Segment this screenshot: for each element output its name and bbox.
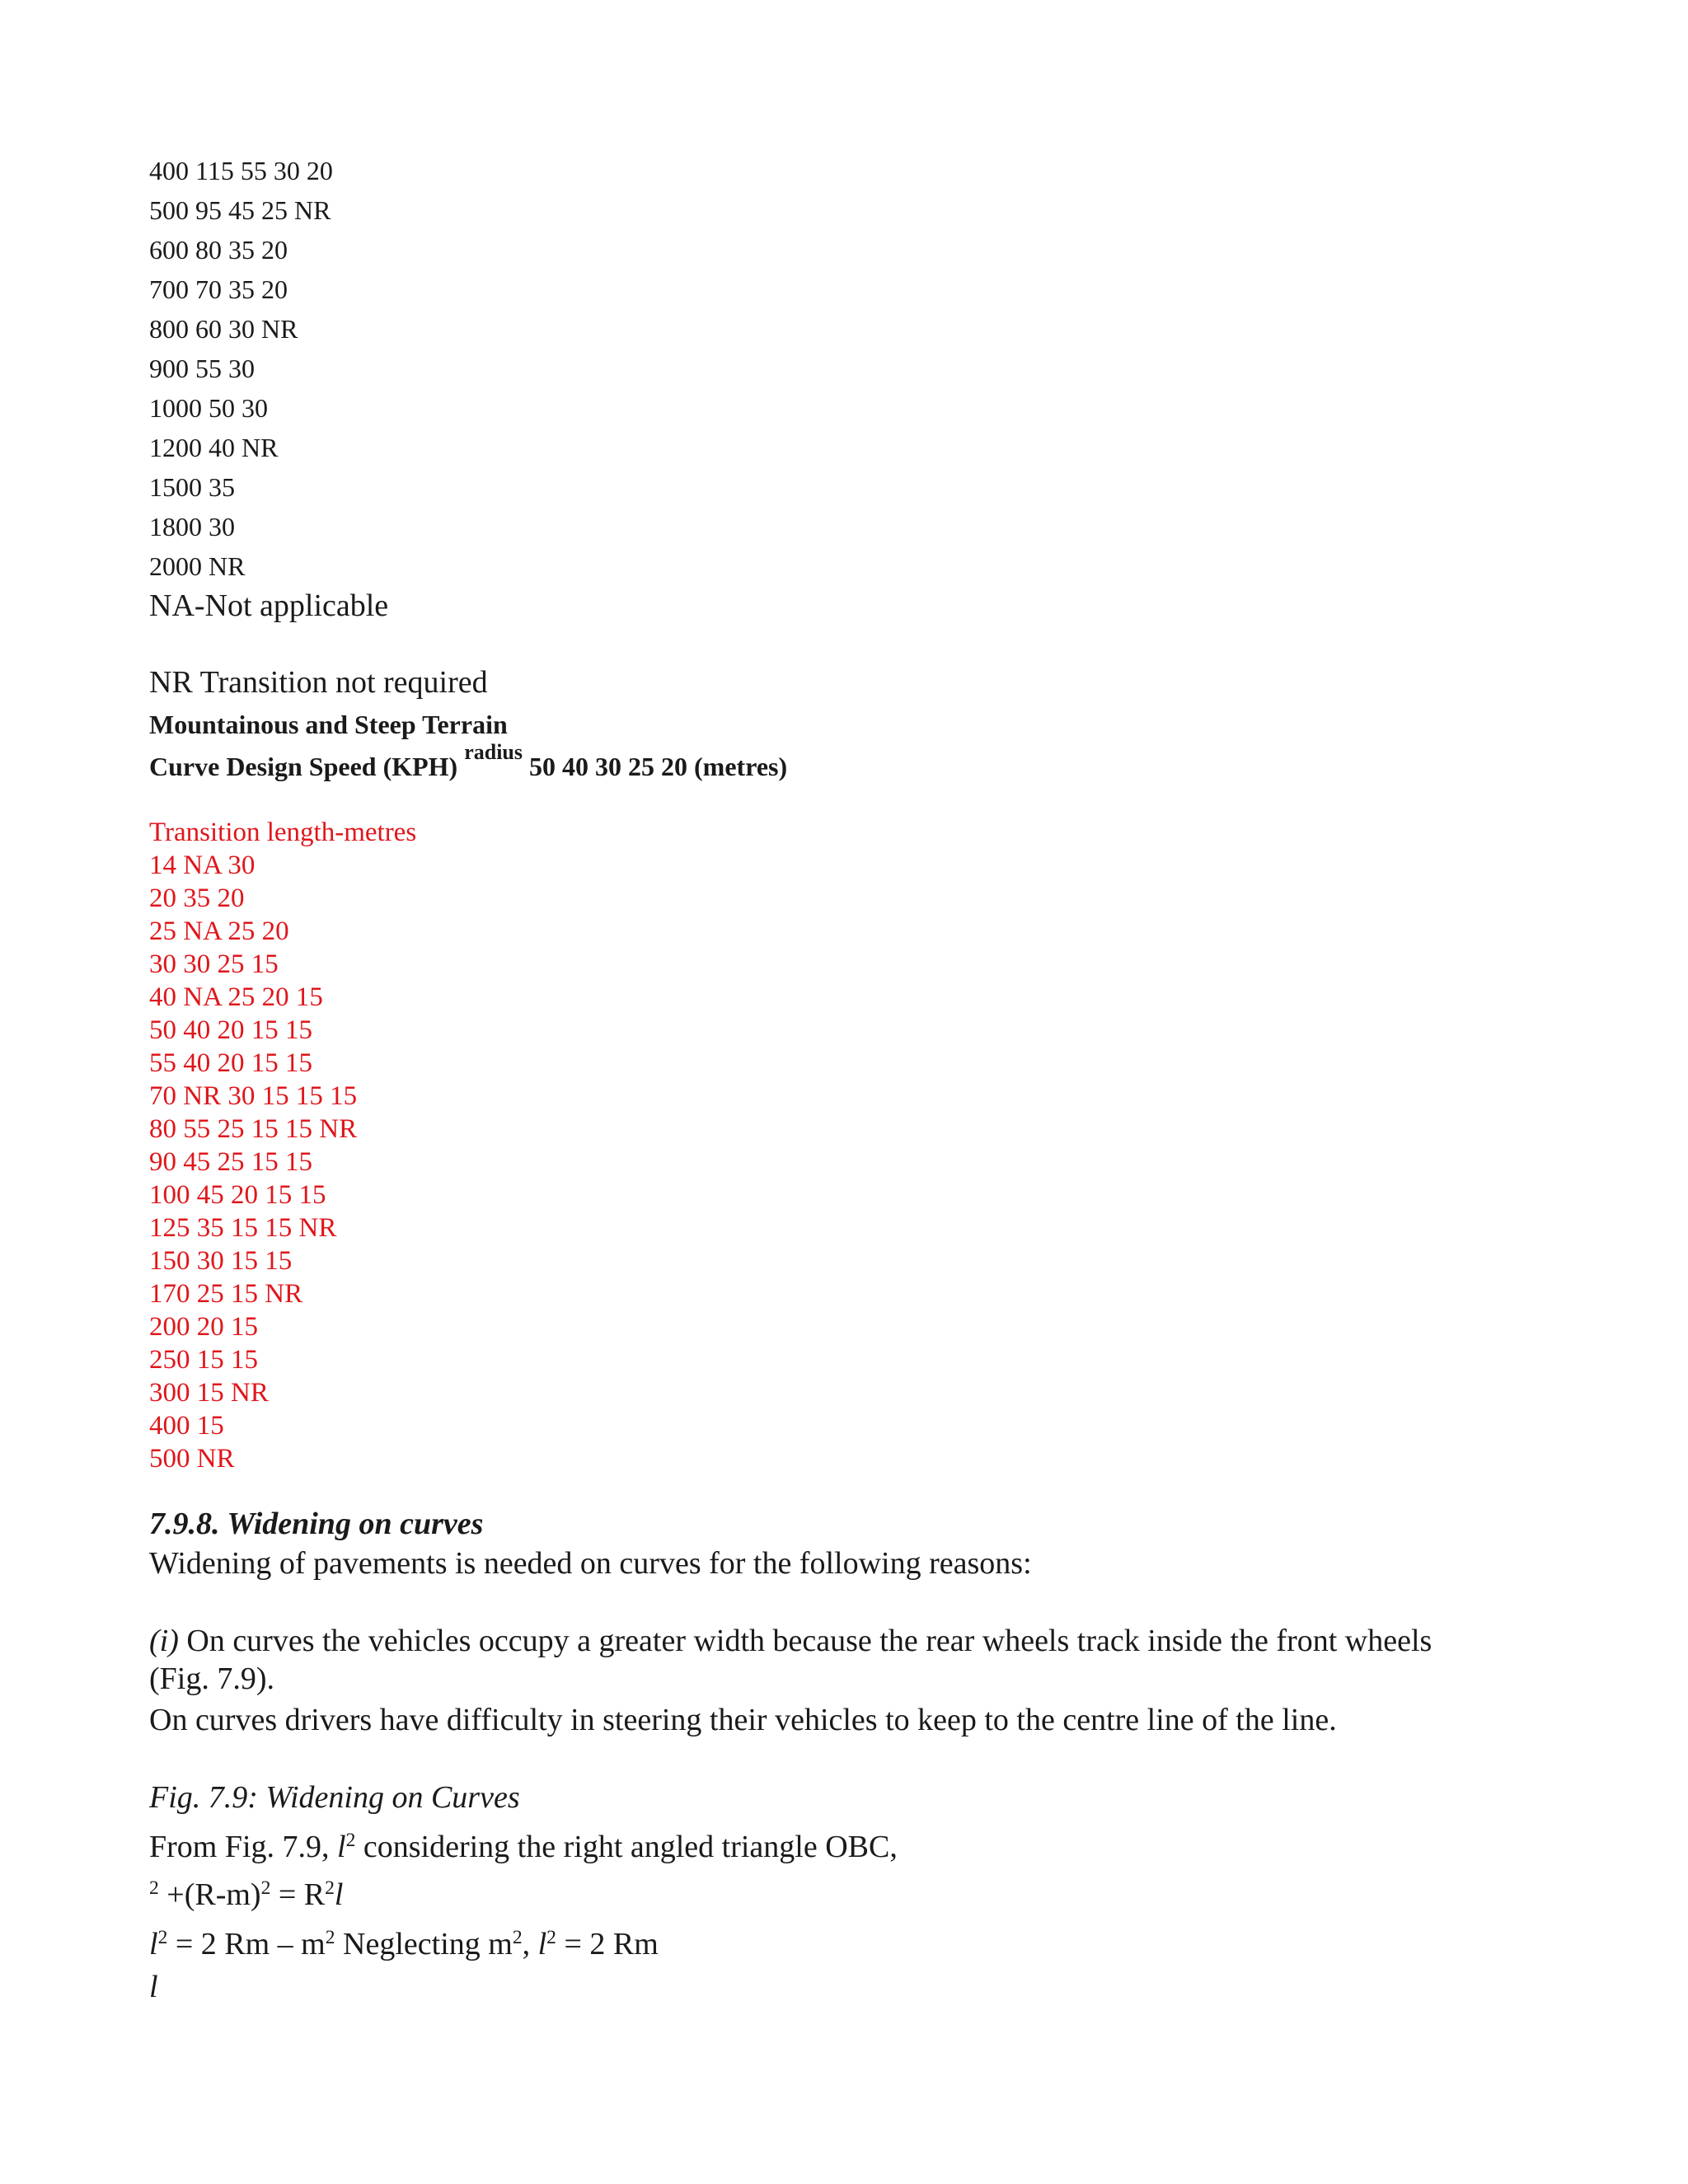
equation-line-1 — [149, 1828, 898, 1866]
table2-row: 55 40 20 15 15 — [149, 1048, 312, 1078]
table1-row: 1000 50 30 — [149, 393, 268, 423]
table1-row: 600 80 35 20 — [149, 235, 288, 265]
reason-1-text: On curves the vehicles occupy a greater width because the rear wheels track inside the front wheels — [178, 1624, 1432, 1658]
table2-row: 300 15 NR — [149, 1378, 269, 1408]
table1-row: 900 55 30 — [149, 354, 255, 383]
table2-row: 400 15 — [149, 1411, 224, 1441]
table2-row: 250 15 15 — [149, 1345, 258, 1375]
eq-var: l — [149, 1970, 158, 2004]
header-left: Curve Design Speed (KPH) — [149, 752, 458, 781]
eq-sup: 2 — [512, 1927, 523, 1949]
mountain-header — [149, 740, 788, 785]
eq-text: +(R-m) — [158, 1877, 261, 1912]
table1-row: 1200 40 NR — [149, 433, 279, 462]
figure-caption: Fig. 7.9: Widening on Curves — [149, 1780, 520, 1815]
section-heading: 7.9.8. Widening on curves — [149, 1507, 484, 1541]
table2-row: 70 NR 30 15 15 15 — [149, 1081, 358, 1111]
table1-row: 400 115 55 30 20 — [149, 156, 333, 185]
equation-line-4 — [149, 1968, 158, 2006]
eq-sup: 2 — [149, 1877, 159, 1900]
eq-var: l — [149, 1927, 158, 1961]
table1-row: 500 95 45 25 NR — [149, 195, 331, 225]
table2-row: 150 30 15 15 — [149, 1246, 293, 1276]
table2-row: 20 35 20 — [149, 883, 245, 913]
equation-line-2 — [149, 1876, 343, 1914]
table2-row: 40 NA 25 20 15 — [149, 982, 323, 1012]
table2-row: 100 45 20 15 15 — [149, 1180, 326, 1210]
eq-text: considering the right angled triangle OBC, — [355, 1830, 898, 1864]
table1-row: 2000 NR — [149, 551, 246, 581]
note-nr: NR Transition not required — [149, 665, 488, 700]
header-sup: radius — [464, 740, 523, 764]
table2-row: 30 30 25 15 — [149, 949, 279, 979]
table2-row: 170 25 15 NR — [149, 1279, 303, 1309]
eq-sup: 2 — [345, 1830, 356, 1852]
eq-text: = 2 Rm — [556, 1927, 659, 1961]
eq-text: = 2 Rm – m — [167, 1927, 326, 1961]
table2-title: Transition length-metres — [149, 818, 417, 847]
eq-sup: 2 — [260, 1877, 271, 1900]
section-intro: Widening of pavements is needed on curves for the following reasons: — [149, 1546, 1032, 1581]
eq-var: l — [537, 1927, 547, 1961]
eq-sup: 2 — [157, 1927, 168, 1949]
eq-sup: 2 — [325, 1877, 335, 1900]
eq-var: l — [334, 1877, 344, 1912]
table2-row: 50 40 20 15 15 — [149, 1015, 312, 1045]
eq-var: l — [337, 1830, 346, 1864]
reason-1 — [149, 1622, 1432, 1660]
eq-text: From Fig. 7.9, — [149, 1830, 338, 1864]
eq-text: , — [522, 1927, 538, 1961]
reason-1-label: (i) — [149, 1624, 179, 1658]
table1-row: 800 60 30 NR — [149, 314, 298, 344]
reason-2: On curves drivers have difficulty in steering their vehicles to keep to the centre line of the line. — [149, 1703, 1337, 1737]
header-right: 50 40 30 25 20 (metres) — [529, 752, 788, 781]
table2-row: 500 NR — [149, 1444, 235, 1474]
table2-row: 200 20 15 — [149, 1312, 258, 1342]
eq-text: Neglecting m — [335, 1927, 513, 1961]
note-na: NA-Not applicable — [149, 588, 389, 623]
table1-row: 1800 30 — [149, 512, 235, 541]
table2-row: 25 NA 25 20 — [149, 916, 289, 946]
table2-row: 80 55 25 15 15 NR — [149, 1114, 358, 1144]
table1-row: 700 70 35 20 — [149, 274, 288, 304]
table1-row: 1500 35 — [149, 472, 235, 502]
table2-row: 14 NA 30 — [149, 851, 256, 880]
mountain-title: Mountainous and Steep Terrain — [149, 710, 508, 739]
equation-line-3 — [149, 1925, 659, 1963]
table2-row: 90 45 25 15 15 — [149, 1147, 312, 1177]
eq-sup: 2 — [546, 1927, 556, 1949]
eq-text: = R — [270, 1877, 326, 1912]
eq-sup: 2 — [325, 1927, 335, 1949]
table2-row: 125 35 15 15 NR — [149, 1213, 337, 1243]
reason-1-cont: (Fig. 7.9). — [149, 1661, 274, 1696]
